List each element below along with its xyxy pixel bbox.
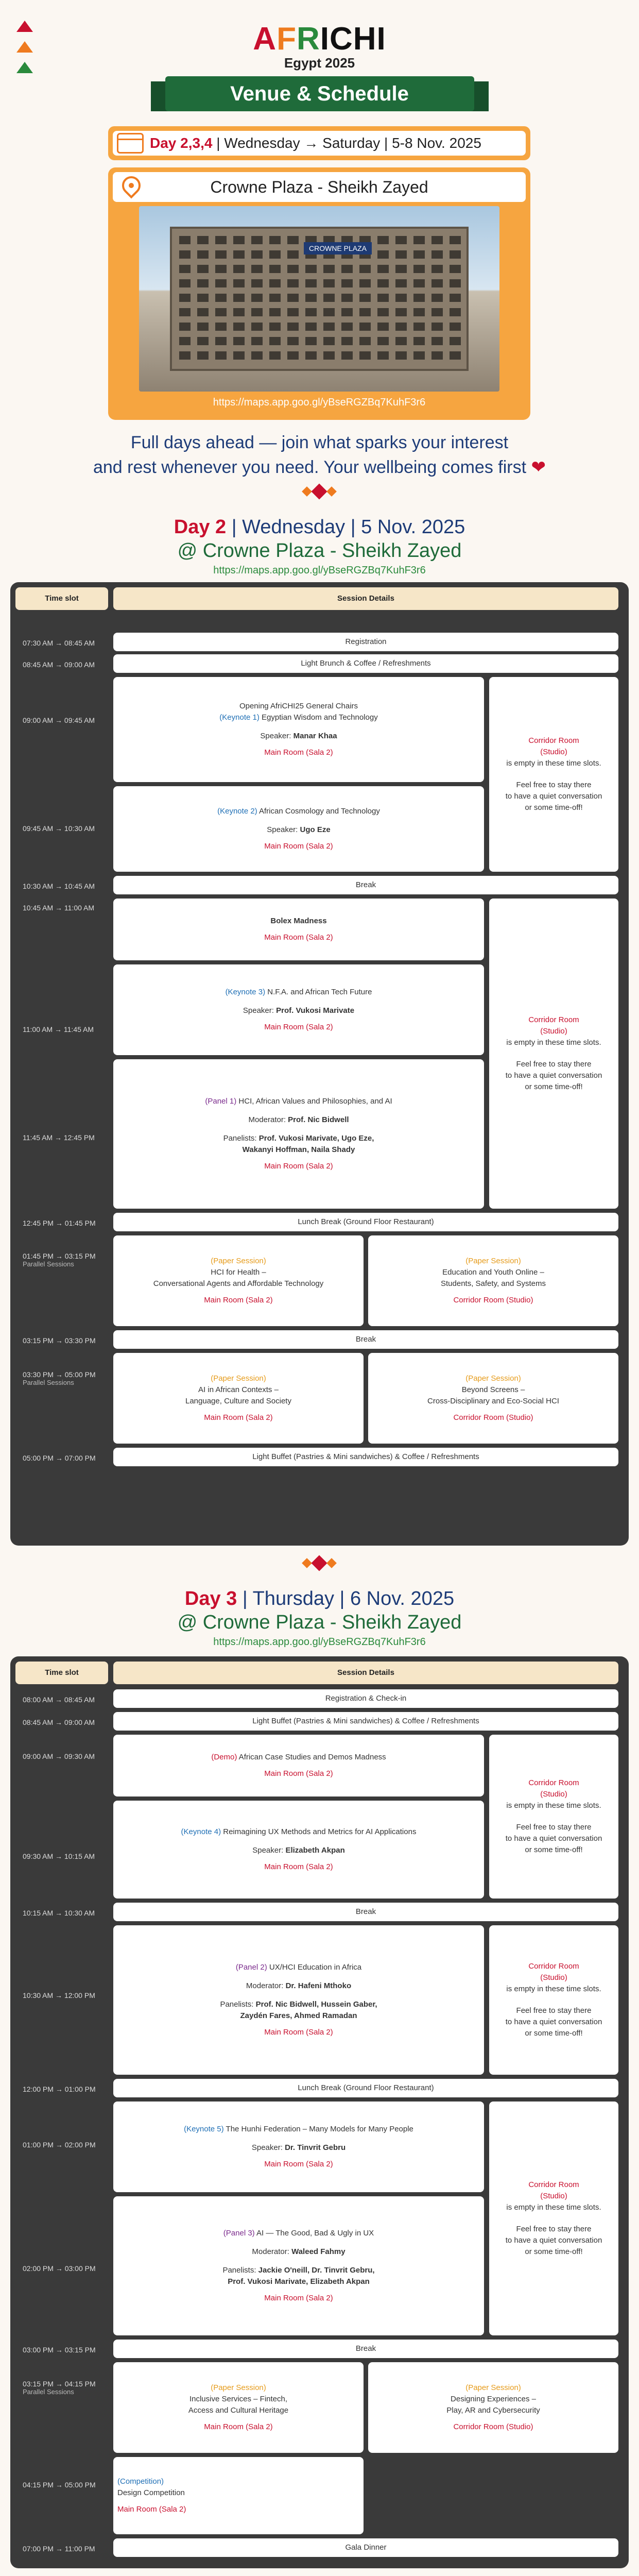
- building-window: [323, 308, 335, 316]
- building-window: [359, 265, 371, 273]
- col-time-header: Time slot: [15, 1662, 108, 1684]
- building-window: [251, 294, 263, 302]
- building-window: [269, 323, 281, 331]
- intro-text: [0, 430, 639, 480]
- day3-map-link[interactable]: https://maps.app.goo.gl/yBseRGZBq7KuhF3r6: [213, 1636, 426, 1648]
- time-slot: 02:00 PM → 03:00 PM: [23, 2264, 96, 2273]
- building-window: [179, 250, 191, 259]
- building-window: [431, 294, 443, 302]
- building-window: [197, 308, 209, 316]
- dates-span: 5-8 Nov. 2025: [392, 135, 481, 151]
- building-window: [215, 351, 227, 360]
- building-window: [359, 294, 371, 302]
- corridor-room-note: Corridor Room (Studio) is empty in these time slots. Feel free to stay there to have a quiet conversation or some time-off!: [489, 677, 618, 872]
- building-window: [377, 279, 389, 287]
- building-window: [269, 279, 281, 287]
- building-window: [251, 265, 263, 273]
- building-window: [305, 323, 317, 331]
- building-window: [269, 308, 281, 316]
- session-keynote-3[interactable]: (Keynote 3) N.F.A. and African Tech Future Speaker: Prof. Vukosi Marivate Main Room (Sala 2): [113, 964, 484, 1055]
- building-window: [341, 323, 353, 331]
- building-window: [377, 337, 389, 345]
- building-window: [377, 250, 389, 259]
- building-window: [359, 323, 371, 331]
- building-window: [251, 279, 263, 287]
- building-window: [287, 308, 299, 316]
- building-window: [251, 351, 263, 360]
- session-paper-inclusive[interactable]: (Paper Session) Inclusive Services – Fintech, Access and Cultural Heritage Main Room (Sala 2): [113, 2362, 364, 2453]
- time-slot: 03:15 PM → 03:30 PM: [23, 1336, 96, 1345]
- building-window: [251, 337, 263, 345]
- building-window: [413, 236, 425, 244]
- dates-range: Wednesday → Saturday: [224, 135, 381, 151]
- time-slot: 03:00 PM → 03:15 PM: [23, 2346, 96, 2354]
- building-window: [323, 279, 335, 287]
- building-window: [179, 323, 191, 331]
- building-window: [251, 236, 263, 244]
- building-window: [431, 323, 443, 331]
- session-paper-education[interactable]: (Paper Session) Education and Youth Online – Students, Safety, and Systems Corridor Room (Studio): [368, 1235, 618, 1326]
- time-slot: 03:30 PM → 05:00 PM Parallel Sessions: [23, 1370, 96, 1386]
- building-window: [269, 265, 281, 273]
- building-window: [233, 236, 245, 244]
- col-time-header: Time slot: [15, 587, 108, 610]
- building-window: [215, 236, 227, 244]
- building-window: [413, 308, 425, 316]
- building-window: [431, 351, 443, 360]
- session-break: Break: [113, 1330, 618, 1349]
- building-window: [269, 337, 281, 345]
- building-window: [197, 337, 209, 345]
- session-registration: Registration & Check-in: [113, 1689, 618, 1708]
- time-slot: 10:15 AM → 10:30 AM: [23, 1909, 95, 1917]
- building-window: [450, 236, 461, 244]
- building-window: [215, 279, 227, 287]
- session-lunch: Lunch Break (Ground Floor Restaurant): [113, 2079, 618, 2097]
- corridor-room-note: Corridor Room (Studio) is empty in these time slots. Feel free to stay there to have a quiet conversation or some time-off!: [489, 2102, 618, 2335]
- heart-icon: ❤: [531, 457, 546, 477]
- session-competition[interactable]: (Competition) Design Competition Main Room (Sala 2): [113, 2457, 364, 2534]
- building-window: [395, 294, 407, 302]
- col-session-header: Session Details: [113, 587, 618, 610]
- divider: [278, 1556, 360, 1570]
- building-window: [377, 308, 389, 316]
- building-window: [377, 265, 389, 273]
- building-window: [305, 351, 317, 360]
- building-window: [197, 265, 209, 273]
- time-slot: 04:15 PM → 05:00 PM: [23, 2481, 96, 2489]
- building-window: [395, 265, 407, 273]
- time-slot: 01:00 PM → 02:00 PM: [23, 2141, 96, 2149]
- building-window: [341, 279, 353, 287]
- building-window: [233, 308, 245, 316]
- time-slot: 12:00 PM → 01:00 PM: [23, 2085, 96, 2093]
- building-window: [251, 323, 263, 331]
- building-window: [251, 308, 263, 316]
- session-panel-1[interactable]: (Panel 1) HCI, African Values and Philosophies, and AI Moderator: Prof. Nic Bidwell Panelists: Prof. Vukosi Marivate, Ugo Eze, Wakanyi Hoffman, Naila Shady Main Room (Sala 2): [113, 1059, 484, 1209]
- time-slot: 01:45 PM → 03:15 PM Parallel Sessions: [23, 1252, 96, 1268]
- building-window: [233, 294, 245, 302]
- building-window: [287, 236, 299, 244]
- building-window: [197, 294, 209, 302]
- building-window: [359, 337, 371, 345]
- corridor-room-note: Corridor Room (Studio) is empty in these time slots. Feel free to stay there to have a quiet conversation or some time-off!: [489, 1735, 618, 1899]
- time-slot: 07:00 PM → 11:00 PM: [23, 2545, 95, 2553]
- building-window: [215, 265, 227, 273]
- time-slot: 12:45 PM → 01:45 PM: [23, 1219, 96, 1227]
- time-slot: 09:00 AM → 09:45 AM: [23, 716, 95, 724]
- session-brunch: Light Brunch & Coffee / Refreshments: [113, 654, 618, 673]
- building-window: [287, 351, 299, 360]
- time-slot: 09:00 AM → 09:30 AM: [23, 1752, 95, 1760]
- building-window: [197, 250, 209, 259]
- building-window: [377, 294, 389, 302]
- session-paper-experiences[interactable]: (Paper Session) Designing Experiences – Play, AR and Cybersecurity Corridor Room (Studio): [368, 2362, 618, 2453]
- building-window: [215, 294, 227, 302]
- session-paper-health[interactable]: (Paper Session) HCI for Health – Conversational Agents and Affordable Technology Main Room (Sala 2): [113, 1235, 364, 1326]
- building-window: [377, 351, 389, 360]
- building-window: [233, 351, 245, 360]
- hotel-sign: CROWNE PLAZA: [304, 242, 372, 255]
- building-window: [233, 250, 245, 259]
- building-window: [395, 236, 407, 244]
- page-title: Venue & Schedule: [165, 76, 474, 111]
- dates-card: [108, 126, 530, 160]
- col-session-header: Session Details: [113, 1662, 618, 1684]
- building-window: [287, 337, 299, 345]
- time-slot: 11:45 AM → 12:45 PM: [23, 1133, 95, 1142]
- intro-line-1: Full days ahead — join what sparks your interest: [130, 433, 509, 452]
- building-window: [377, 323, 389, 331]
- building-window: [450, 323, 461, 331]
- corridor-room-note: Corridor Room (Studio) is empty in these time slots. Feel free to stay there to have a quiet conversation or some time-off!: [489, 899, 618, 1209]
- session-panel-3[interactable]: (Panel 3) AI — The Good, Bad & Ugly in UX Moderator: Waleed Fahmy Panelists: Jackie O'neill, Dr. Tinvrit Gebru, Prof. Vukosi Marivate, Elizabeth Akpan Main Room (Sala 2): [113, 2196, 484, 2335]
- building-window: [179, 337, 191, 345]
- day2-map-link[interactable]: https://maps.app.goo.gl/yBseRGZBq7KuhF3r6: [213, 565, 426, 576]
- building-window: [431, 265, 443, 273]
- building-window: [450, 279, 461, 287]
- divider: [278, 484, 360, 499]
- building-window: [431, 250, 443, 259]
- building-window: [450, 294, 461, 302]
- session-keynote-4[interactable]: (Keynote 4) Reimagining UX Methods and Metrics for AI Applications Speaker: Elizabeth Akpan Main Room (Sala 2): [113, 1801, 484, 1899]
- building-window: [305, 265, 317, 273]
- building-window: [179, 265, 191, 273]
- time-slot: 07:30 AM → 08:45 AM: [23, 639, 95, 647]
- building-window: [413, 351, 425, 360]
- session-break: Break: [113, 1903, 618, 1921]
- building-window: [450, 337, 461, 345]
- building-window: [287, 323, 299, 331]
- building-window: [323, 294, 335, 302]
- building-window: [431, 337, 443, 345]
- logo: AFRICHI: [253, 21, 386, 57]
- building-window: [251, 250, 263, 259]
- session-panel-2[interactable]: (Panel 2) UX/HCI Education in Africa Moderator: Dr. Hafeni Mthoko Panelists: Prof. Nic Bidwell, Hussein Gaber, Zaydén Fares, Ahmed Ramadan Main Room (Sala 2): [113, 1925, 484, 2075]
- building-window: [197, 279, 209, 287]
- building-window: [269, 250, 281, 259]
- time-slot: 09:30 AM → 10:15 AM: [23, 1852, 95, 1860]
- building-window: [179, 351, 191, 360]
- building-window: [197, 236, 209, 244]
- time-slot: 09:45 AM → 10:30 AM: [23, 824, 95, 833]
- building-window: [431, 308, 443, 316]
- session-gala: Gala Dinner: [113, 2538, 618, 2557]
- building-window: [395, 250, 407, 259]
- building-window: [215, 308, 227, 316]
- building-window: [323, 265, 335, 273]
- building-window: [197, 351, 209, 360]
- corridor-room-note: Corridor Room (Studio) is empty in these time slots. Feel free to stay there to have a quiet conversation or some time-off!: [489, 1925, 618, 2075]
- time-slot: 11:00 AM → 11:45 AM: [23, 1025, 94, 1033]
- building-window: [287, 294, 299, 302]
- building-window: [305, 308, 317, 316]
- day3-title: Day 3 | Thursday | 6 Nov. 2025 @ Crowne Plaza - Sheikh Zayed: [177, 1588, 462, 1633]
- session-buffet: Light Buffet (Pastries & Mini sandwiches) & Coffee / Refreshments: [113, 1712, 618, 1731]
- day2-title: Day 2 | Wednesday | 5 Nov. 2025 @ Crowne Plaza - Sheikh Zayed: [174, 516, 465, 562]
- time-slot: 05:00 PM → 07:00 PM: [23, 1454, 96, 1462]
- building-window: [395, 323, 407, 331]
- session-paper-screens[interactable]: (Paper Session) Beyond Screens – Cross-Disciplinary and Eco-Social HCI Corridor Room (Studio): [368, 1353, 618, 1444]
- brand-subtitle: Egypt 2025: [284, 55, 355, 71]
- building-window: [341, 337, 353, 345]
- building-window: [179, 308, 191, 316]
- session-bolex[interactable]: Bolex Madness Main Room (Sala 2): [113, 899, 484, 960]
- building-window: [413, 337, 425, 345]
- building-window: [413, 250, 425, 259]
- session-break: Break: [113, 2340, 618, 2358]
- time-slot: 08:45 AM → 09:00 AM: [23, 1718, 95, 1726]
- header: [0, 21, 639, 111]
- building-window: [413, 265, 425, 273]
- building-window: [359, 308, 371, 316]
- building-window: [233, 279, 245, 287]
- building-window: [323, 337, 335, 345]
- building-window: [377, 236, 389, 244]
- building-window: [305, 294, 317, 302]
- building-window: [395, 279, 407, 287]
- building-window: [215, 250, 227, 259]
- building-window: [197, 323, 209, 331]
- session-registration: Registration: [113, 633, 618, 651]
- session-paper-ai[interactable]: (Paper Session) AI in African Contexts – Language, Culture and Society Main Room (Sala 2): [113, 1353, 364, 1444]
- time-slot: 10:30 AM → 10:45 AM: [23, 882, 95, 890]
- building-window: [431, 236, 443, 244]
- building-window: [179, 236, 191, 244]
- building-window: [305, 279, 317, 287]
- building-window: [450, 308, 461, 316]
- building-window: [431, 279, 443, 287]
- building-window: [233, 337, 245, 345]
- building-window: [413, 294, 425, 302]
- building-window: [269, 236, 281, 244]
- session-lunch: Lunch Break (Ground Floor Restaurant): [113, 1213, 618, 1231]
- building-window: [395, 308, 407, 316]
- building-window: [269, 351, 281, 360]
- building-window: [395, 337, 407, 345]
- day2-schedule: [10, 582, 629, 1546]
- building-window: [269, 294, 281, 302]
- location-pin-icon: [118, 173, 145, 199]
- building-window: [323, 351, 335, 360]
- session-break: Break: [113, 876, 618, 894]
- building-window: [215, 337, 227, 345]
- building-window: [359, 351, 371, 360]
- building-window: [287, 279, 299, 287]
- building-window: [359, 279, 371, 287]
- building-window: [179, 279, 191, 287]
- time-slot: 03:15 PM → 04:15 PM Parallel Sessions: [23, 2380, 96, 2396]
- building-window: [233, 323, 245, 331]
- time-slot: 10:30 AM → 12:00 PM: [23, 1991, 95, 1999]
- session-demo[interactable]: (Demo) African Case Studies and Demos Madness Main Room (Sala 2): [113, 1735, 484, 1797]
- dates-sep2: |: [380, 135, 392, 151]
- building-window: [179, 294, 191, 302]
- building-window: [341, 265, 353, 273]
- building-window: [341, 294, 353, 302]
- calendar-icon: [117, 133, 144, 154]
- venue-card: [108, 167, 530, 420]
- building-window: [341, 308, 353, 316]
- building-window: [450, 351, 461, 360]
- building-window: [413, 323, 425, 331]
- building-window: [323, 323, 335, 331]
- day3-schedule: [10, 1656, 629, 2568]
- building-window: [395, 351, 407, 360]
- hotel-photo: [139, 206, 499, 392]
- building-window: [287, 265, 299, 273]
- building-window: [287, 250, 299, 259]
- building-window: [233, 265, 245, 273]
- time-slot: 10:45 AM → 11:00 AM: [23, 904, 95, 912]
- venue-name: Crowne Plaza - Sheikh Zayed: [210, 177, 428, 196]
- session-keynote-1[interactable]: Opening AfriCHI25 General Chairs (Keynote 1) Egyptian Wisdom and Technology Speaker: Manar Khaa Main Room (Sala 2): [113, 677, 484, 782]
- building-window: [305, 337, 317, 345]
- dates-days: Day 2,3,4: [150, 135, 213, 151]
- venue-map-link[interactable]: https://maps.app.goo.gl/yBseRGZBq7KuhF3r6: [213, 397, 426, 408]
- dates-sep: |: [212, 135, 224, 151]
- session-buffet: Light Buffet (Pastries & Mini sandwiches) & Coffee / Refreshments: [113, 1448, 618, 1466]
- session-keynote-5[interactable]: (Keynote 5) The Hunhi Federation – Many Models for Many People Speaker: Dr. Tinvrit Gebru Main Room (Sala 2): [113, 2102, 484, 2192]
- building-window: [413, 279, 425, 287]
- time-slot: 08:00 AM → 08:45 AM: [23, 1696, 95, 1704]
- building-window: [215, 323, 227, 331]
- building-window: [341, 351, 353, 360]
- intro-line-2: and rest whenever you need. Your wellbeing comes first: [93, 457, 527, 477]
- session-keynote-2[interactable]: (Keynote 2) African Cosmology and Technology Speaker: Ugo Eze Main Room (Sala 2): [113, 786, 484, 872]
- building-window: [450, 265, 461, 273]
- building-window: [450, 250, 461, 259]
- time-slot: 08:45 AM → 09:00 AM: [23, 660, 95, 669]
